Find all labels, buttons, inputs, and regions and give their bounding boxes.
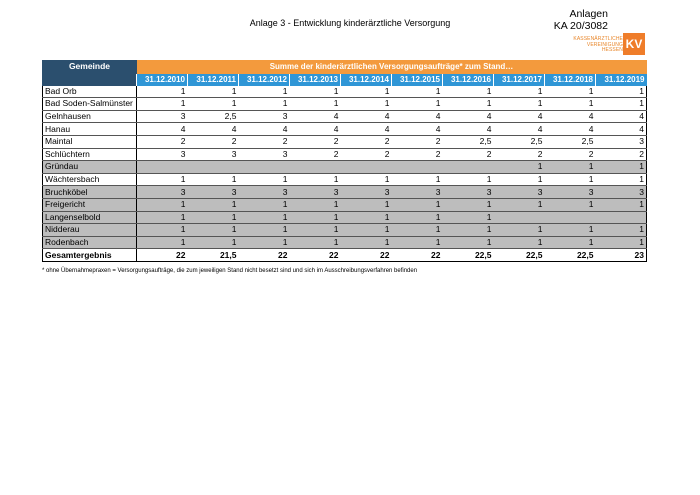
- table-cell: 1: [137, 98, 188, 111]
- table-cell: 1: [392, 198, 443, 211]
- date-header: 31.12.2018: [545, 73, 596, 86]
- table-cell: 1: [239, 173, 290, 186]
- table-cell: 3: [239, 186, 290, 199]
- date-header: 31.12.2016: [443, 73, 494, 86]
- table-cell: [443, 161, 494, 174]
- date-header-row: [43, 73, 647, 86]
- table-cell: 1: [596, 173, 647, 186]
- table-cell: 1: [341, 224, 392, 237]
- table-cell: 1: [545, 236, 596, 249]
- table-cell: 1: [494, 173, 545, 186]
- table-cell: 1: [188, 173, 239, 186]
- table-cell: 4: [596, 123, 647, 136]
- table-cell: 1: [443, 173, 494, 186]
- table-row: [43, 198, 647, 211]
- versorgung-table: [42, 60, 647, 262]
- table-cell: 4: [188, 123, 239, 136]
- table-cell: 1: [494, 161, 545, 174]
- table-cell: 2,5: [188, 110, 239, 123]
- header-gemeinde-spacer: [43, 73, 137, 86]
- table-cell: 2,5: [545, 135, 596, 148]
- table-cell: 1: [188, 98, 239, 111]
- table-cell: [596, 211, 647, 224]
- table-cell: 1: [392, 236, 443, 249]
- table-cell: 1: [392, 98, 443, 111]
- table-row: [43, 211, 647, 224]
- table-cell: 4: [596, 110, 647, 123]
- table-cell: 3: [545, 186, 596, 199]
- table-row: [43, 110, 647, 123]
- table-cell: [545, 211, 596, 224]
- table-cell: 1: [596, 236, 647, 249]
- table-cell: 2: [443, 148, 494, 161]
- table-cell: 1: [188, 224, 239, 237]
- table-cell: 1: [545, 173, 596, 186]
- table-cell: 4: [341, 123, 392, 136]
- table-cell: 3: [137, 186, 188, 199]
- date-header: 31.12.2015: [392, 73, 443, 86]
- reference-block: [554, 8, 608, 32]
- table-cell: 1: [545, 98, 596, 111]
- table-cell: 1: [290, 224, 341, 237]
- table-cell: 1: [290, 236, 341, 249]
- total-cell: 22: [392, 249, 443, 262]
- gemeinde-name: Maintal: [43, 135, 137, 148]
- table-cell: 3: [239, 148, 290, 161]
- table-cell: 1: [239, 236, 290, 249]
- total-cell: 23: [596, 249, 647, 262]
- table-cell: 4: [392, 123, 443, 136]
- table-cell: 2: [494, 148, 545, 161]
- document-title: Anlage 3 - Entwicklung kinderärztliche Versorgung: [249, 18, 451, 28]
- table-cell: 2,5: [494, 135, 545, 148]
- table-cell: 2: [545, 148, 596, 161]
- table-cell: 1: [545, 86, 596, 98]
- table-cell: 2: [290, 135, 341, 148]
- gemeinde-name: Bruchköbel: [43, 186, 137, 199]
- header-gemeinde: Gemeinde: [43, 61, 137, 74]
- table-cell: 4: [341, 110, 392, 123]
- table-cell: 4: [545, 110, 596, 123]
- table-cell: 1: [545, 198, 596, 211]
- table-cell: 4: [392, 110, 443, 123]
- total-cell: 22,5: [443, 249, 494, 262]
- table-cell: 2: [341, 148, 392, 161]
- table-cell: 2: [188, 135, 239, 148]
- gemeinde-name: Hanau: [43, 123, 137, 136]
- table-cell: 1: [137, 173, 188, 186]
- total-label: Gesamtergebnis: [43, 249, 137, 262]
- table-cell: 2: [341, 135, 392, 148]
- date-header: 31.12.2019: [596, 73, 647, 86]
- logo-text: [568, 37, 623, 54]
- table-cell: 1: [392, 173, 443, 186]
- total-cell: 22: [290, 249, 341, 262]
- table-row: [43, 161, 647, 174]
- table-cell: 2: [392, 135, 443, 148]
- table-cell: 1: [137, 236, 188, 249]
- reference-label: Anlagen: [569, 8, 608, 20]
- table-cell: 2: [392, 148, 443, 161]
- table-cell: 4: [443, 110, 494, 123]
- table-cell: 1: [341, 86, 392, 98]
- table-cell: 1: [494, 86, 545, 98]
- table-cell: 3: [239, 110, 290, 123]
- table-cell: 1: [188, 236, 239, 249]
- table-row: [43, 186, 647, 199]
- table-cell: 1: [290, 173, 341, 186]
- logo-line-1: KASSENÄRZTLICHE: [573, 36, 623, 42]
- table-cell: 1: [341, 198, 392, 211]
- table-cell: [137, 161, 188, 174]
- table-cell: 3: [392, 186, 443, 199]
- gemeinde-name: Gelnhausen: [43, 110, 137, 123]
- table-cell: 1: [188, 86, 239, 98]
- table-cell: 1: [494, 98, 545, 111]
- table-cell: 1: [494, 236, 545, 249]
- total-cell: 22: [239, 249, 290, 262]
- table-row: [43, 135, 647, 148]
- table-cell: [188, 161, 239, 174]
- gemeinde-name: Schlüchtern: [43, 148, 137, 161]
- table-cell: 1: [545, 161, 596, 174]
- table-cell: 1: [239, 224, 290, 237]
- table-cell: 1: [290, 198, 341, 211]
- table-cell: 4: [494, 123, 545, 136]
- gemeinde-name: Bad Orb: [43, 86, 137, 98]
- logo-line-3: HESSEN: [601, 47, 623, 54]
- table-cell: 1: [137, 86, 188, 98]
- table-cell: 1: [239, 198, 290, 211]
- table-cell: [341, 161, 392, 174]
- total-cell: 21,5: [188, 249, 239, 262]
- table-cell: 1: [494, 198, 545, 211]
- table-cell: 1: [443, 86, 494, 98]
- table-cell: 1: [290, 98, 341, 111]
- gemeinde-name: Wächtersbach: [43, 173, 137, 186]
- table-cell: 2: [137, 135, 188, 148]
- table-cell: 1: [596, 98, 647, 111]
- total-cell: 22,5: [545, 249, 596, 262]
- table-row: [43, 123, 647, 136]
- date-header: 31.12.2010: [137, 73, 188, 86]
- table-cell: 2: [596, 148, 647, 161]
- date-header: 31.12.2013: [290, 73, 341, 86]
- total-cell: 22: [341, 249, 392, 262]
- table-cell: 1: [290, 211, 341, 224]
- gemeinde-name: Gründau: [43, 161, 137, 174]
- date-header: 31.12.2011: [188, 73, 239, 86]
- table-cell: 1: [443, 198, 494, 211]
- table-cell: 1: [596, 224, 647, 237]
- table-cell: 3: [290, 186, 341, 199]
- gemeinde-name: Freigericht: [43, 198, 137, 211]
- date-header: 31.12.2014: [341, 73, 392, 86]
- table-cell: 2: [239, 135, 290, 148]
- table-cell: [239, 161, 290, 174]
- table-cell: 1: [239, 86, 290, 98]
- table-cell: 3: [596, 135, 647, 148]
- table-cell: 1: [341, 211, 392, 224]
- table-row: [43, 173, 647, 186]
- table-cell: 1: [188, 198, 239, 211]
- total-cell: 22: [137, 249, 188, 262]
- table-cell: 1: [392, 211, 443, 224]
- date-header: 31.12.2017: [494, 73, 545, 86]
- kv-logo-icon: KV: [623, 33, 645, 55]
- table-cell: 2,5: [443, 135, 494, 148]
- table-cell: 3: [137, 110, 188, 123]
- table-cell: 1: [443, 98, 494, 111]
- table-cell: 1: [443, 236, 494, 249]
- table-cell: 2: [290, 148, 341, 161]
- gemeinde-name: Bad Soden-Salmünster: [43, 98, 137, 111]
- gemeinde-name: Nidderau: [43, 224, 137, 237]
- table-cell: 4: [137, 123, 188, 136]
- table-cell: 3: [443, 186, 494, 199]
- table-cell: 3: [494, 186, 545, 199]
- footnote: * ohne Übernahmepraxen = Versorgungsaufträge, die zum jeweiligen Stand nicht besetzt sind und sich im Ausschreibungsverfahren befinden: [42, 268, 418, 274]
- gemeinde-name: Rodenbach: [43, 236, 137, 249]
- table-cell: 1: [137, 198, 188, 211]
- table-cell: 1: [392, 86, 443, 98]
- table-cell: 3: [596, 186, 647, 199]
- logo-line-2: VEREINIGUNG: [586, 41, 623, 48]
- table-row: [43, 148, 647, 161]
- table-cell: 1: [392, 224, 443, 237]
- table-cell: 1: [137, 224, 188, 237]
- total-row: [43, 249, 647, 262]
- table-cell: 1: [239, 211, 290, 224]
- reference-number: KA 20/3082: [553, 20, 608, 32]
- table-cell: 1: [137, 211, 188, 224]
- table-cell: 4: [290, 123, 341, 136]
- table-cell: 1: [596, 86, 647, 98]
- table-cell: 3: [341, 186, 392, 199]
- table-cell: 4: [494, 110, 545, 123]
- table-row: [43, 236, 647, 249]
- table-cell: 4: [239, 123, 290, 136]
- table-cell: 1: [341, 98, 392, 111]
- header-summary: Summe der kinderärztlichen Versorgungsaufträge* zum Stand…: [137, 61, 647, 74]
- table-cell: 3: [137, 148, 188, 161]
- table-row: [43, 224, 647, 237]
- table-cell: 4: [545, 123, 596, 136]
- table-cell: [494, 211, 545, 224]
- table-cell: 1: [341, 236, 392, 249]
- date-header: 31.12.2012: [239, 73, 290, 86]
- table-cell: 1: [494, 224, 545, 237]
- table-row: [43, 86, 647, 98]
- table-cell: 4: [443, 123, 494, 136]
- table-cell: 1: [443, 211, 494, 224]
- table-cell: 1: [596, 161, 647, 174]
- table-cell: 1: [443, 224, 494, 237]
- table-cell: 1: [290, 86, 341, 98]
- table-cell: [392, 161, 443, 174]
- table-cell: 1: [545, 224, 596, 237]
- table-cell: [290, 161, 341, 174]
- table-cell: 4: [290, 110, 341, 123]
- gemeinde-name: Langenselbold: [43, 211, 137, 224]
- table-cell: 3: [188, 186, 239, 199]
- table-cell: 1: [239, 98, 290, 111]
- table-row: [43, 98, 647, 111]
- table-cell: 1: [188, 211, 239, 224]
- table-cell: 1: [596, 198, 647, 211]
- table-cell: 3: [188, 148, 239, 161]
- table-cell: 1: [341, 173, 392, 186]
- total-cell: 22,5: [494, 249, 545, 262]
